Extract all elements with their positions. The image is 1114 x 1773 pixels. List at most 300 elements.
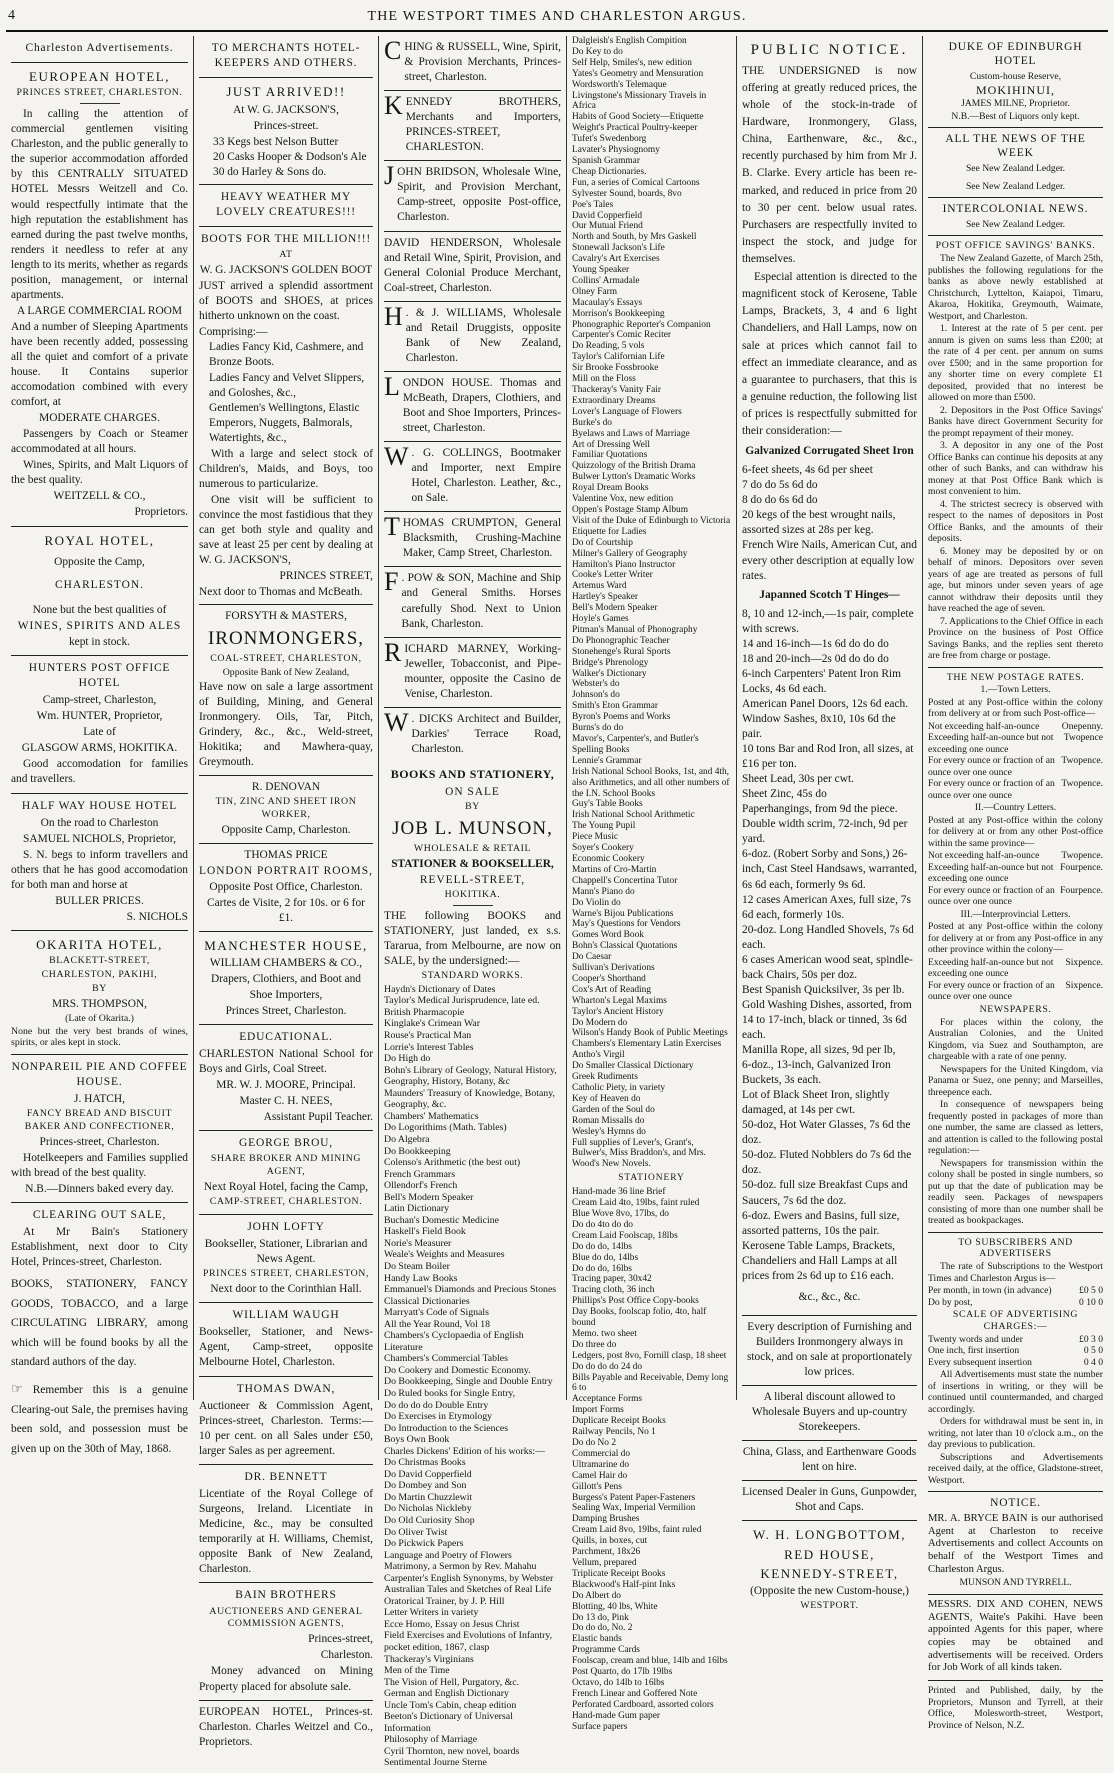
stationery-item: Surface papers xyxy=(572,1721,628,1732)
ad-line: See New Zealand Ledger. xyxy=(965,180,1066,192)
ad-line: Princes Street, Charleston. xyxy=(225,1004,347,1017)
ad-line: kept in stock. xyxy=(68,635,131,648)
ad-title: INTERCOLONIAL NEWS. xyxy=(942,203,1089,216)
drop-cap: R xyxy=(384,637,402,667)
ad-body: Good accomodation for families and travellers. xyxy=(11,758,188,786)
book-title: Do Logorithims (Math. Tables) xyxy=(384,1122,507,1134)
rate-row xyxy=(928,862,1103,885)
ad-nonpareil xyxy=(11,1055,188,1203)
book-title: Do Smaller Classical Dictionary xyxy=(572,1061,694,1072)
card-ads xyxy=(384,36,561,762)
book-title: Field Exercises and Evolutions of Infantry, pocket edition, 1867, clasp xyxy=(384,1630,553,1654)
rate-row xyxy=(928,1285,1103,1297)
price-line: 14 and 16-inch—1s 6d do do do xyxy=(742,637,889,650)
ad-hunters-hotel xyxy=(11,656,188,794)
price-line: 12 cases American Axes, full size, 7s 6d each, formerly 10s. xyxy=(742,893,911,921)
price-line: 20 kegs of the best wrought nails, assorted sizes at 28s per keg. xyxy=(742,509,896,537)
ad-line: AT xyxy=(279,249,293,261)
book-title: Bell's Modern Speaker xyxy=(572,603,658,614)
rate-row xyxy=(928,778,1103,801)
book-title: Wharton's Legal Maxims xyxy=(572,995,667,1006)
stationery-item: Damping Brushes xyxy=(572,1514,640,1525)
paper-title: THE WESTPORT TIMES AND CHARLESTON ARGUS. xyxy=(367,9,747,24)
book-title: Bridge's Phrenology xyxy=(572,657,649,668)
rate-label: One inch, first insertion xyxy=(928,1345,1020,1357)
book-title: Chambers' Mathematics xyxy=(384,1110,479,1122)
ad-line: SAMUEL NICHOLS, Proprietor, xyxy=(23,832,176,845)
ad-bain-brothers xyxy=(199,1583,373,1700)
book-title: Do Phonographic Teacher xyxy=(572,635,670,646)
book-title: Taylor's Californian Life xyxy=(572,352,665,363)
book-title: Pitman's Manual of Phonography xyxy=(572,624,698,635)
ad-title: CLEARING OUT SALE, xyxy=(32,1209,167,1222)
book-title: Letter Writers in variety xyxy=(384,1607,479,1619)
subscriber-note: Orders for withdrawal must be sent in, in writing, not later than 10 o'clock a.m., on the day previous to publication. xyxy=(928,1416,1103,1451)
ad-line: Camp-street, Charleston, xyxy=(42,694,157,707)
subheading: SCALE OF ADVERTISING CHARGES:— xyxy=(952,1309,1079,1332)
book-title: Burns's do do xyxy=(572,723,624,734)
book-title: Oratorical Trainer, by J. P. Hill xyxy=(384,1595,505,1607)
column-4 xyxy=(567,36,737,1732)
card-ad-text: . DICKS Architect and Builder, Darkies' Terrace Road, Charleston. xyxy=(411,712,561,755)
ad-clearing-sale xyxy=(11,1203,188,1464)
notice-savings-banks xyxy=(928,236,1103,667)
book-title: Ecce Homo, Essay on Jesus Christ xyxy=(384,1618,520,1630)
book-title: Carpenter's English Synonyms, by Webster xyxy=(384,1572,554,1584)
ad-european-hotel-2 xyxy=(199,1701,373,1755)
book-title: Weight's Practical Poultry-keeper xyxy=(572,123,698,134)
book-title: Marryatt's Code of Signals xyxy=(384,1307,489,1319)
ad-line: PRINCES STREET, xyxy=(279,570,373,583)
newspaper-paragraph: Newspapers for transmission within the colony shall be posted in single numbers, so put up that the date of publication may be readily seen. Packages of newspapers consisting of more than one number shall be treated as bookpackages. xyxy=(928,1157,1103,1227)
book-title: Mill on the Floss xyxy=(572,374,636,385)
book-title: Valentine Vox, new edition xyxy=(572,494,674,505)
rate-table xyxy=(928,957,1103,1003)
ad-title: TO MERCHANTS HOTEL-KEEPERS AND OTHERS. xyxy=(211,42,361,70)
ad-headline: IRONMONGERS, xyxy=(207,628,365,650)
divider xyxy=(453,905,493,906)
book-title: Byron's Poems and Works xyxy=(572,712,671,723)
ad-title: THOMAS PRICE xyxy=(244,849,328,862)
book-title: Stonehenge's Rural Sports xyxy=(572,646,671,657)
ad-line: CHARLESTON. xyxy=(55,578,144,591)
book-title: Chappell's Concertina Tutor xyxy=(572,875,678,886)
stationery-item: Octavo, do 14lb to 16lbs xyxy=(572,1677,665,1688)
rate-row xyxy=(928,732,1103,755)
ad-just-arrived xyxy=(199,78,373,184)
ad-george-brou xyxy=(199,1131,373,1215)
price-line: Window Sashes, 8x10, 10s 6d the pair. xyxy=(742,713,896,741)
ad-line: See New Zealand Ledger. xyxy=(965,163,1066,175)
book-title: Do Algebra xyxy=(384,1133,430,1145)
stationery-item: Camel Hair do xyxy=(572,1470,628,1481)
section-heading-block xyxy=(11,36,188,63)
ad-body: Bookseller, Stationer, and News-Agent, Camp-street, opposite Melbourne Hotel, Charleston. xyxy=(199,1326,373,1369)
column-5 xyxy=(737,36,923,1611)
stationery-item: Blackwood's Half-pint Inks xyxy=(572,1579,676,1590)
rate-value: Sixpence. xyxy=(1065,979,1103,991)
ad-public-notice xyxy=(742,36,917,1316)
ad-line: CHARLESTON, PAKIHI, xyxy=(41,969,158,981)
price-line: 6-inch Carpenters' Patent Iron Rim Locks, 4s 6d each. xyxy=(742,667,901,695)
book-title: Sylvester Sound, boards, 8vo xyxy=(572,188,682,199)
book-title: Macaulay's Essays xyxy=(572,297,643,308)
book-title: British Pharmacopie xyxy=(384,1006,465,1018)
rate-label: Exceeding half-an-ounce but not exceeding one ounce xyxy=(928,956,1054,980)
rate-label: Per month, in town (in advance) xyxy=(928,1285,1052,1297)
ad-line: Opposite Bank of New Zealand, xyxy=(222,667,350,679)
book-title: Antho's Virgil xyxy=(572,1050,625,1061)
stationery-item: Blue do do, 14lbs xyxy=(572,1252,639,1263)
stationery-item: Duplicate Receipt Books xyxy=(572,1416,666,1427)
ad-denovan xyxy=(199,776,373,844)
book-title: Self Help, Smiles's, new edition xyxy=(572,57,692,68)
ad-merchants xyxy=(199,36,373,78)
card-ad-body xyxy=(384,301,561,367)
rate-value: Twopence. xyxy=(1061,778,1103,790)
book-title: Kinglake's Crimean War xyxy=(384,1018,481,1030)
ad-line: At W. G. JACKSON'S, xyxy=(233,103,339,116)
ad-line: PRINCES STREET, CHARLESTON, xyxy=(202,1268,370,1280)
stationery-item: Programme Cards xyxy=(572,1645,640,1656)
book-title: Do Modern do xyxy=(572,1017,628,1028)
card-ad-text: ONDON HOUSE. Thomas and McBeath, Drapers, Clothiers, and Boot and Shoe Importers, Princes-street, Charleston. xyxy=(402,376,561,435)
ad-line: LONDON PORTRAIT ROOMS, xyxy=(199,865,373,878)
book-title: Stonewall Jackson's Life xyxy=(572,243,665,254)
section-heading: Japanned Scotch T Hinges— xyxy=(759,588,900,601)
ad-title: THOMAS DWAN, xyxy=(236,1382,336,1395)
ad-body: Licensed Dealer in Guns, Gunpowder, Shot and Caps. xyxy=(742,1486,917,1514)
ad-line: GLASGOW ARMS, HOKITIKA. xyxy=(21,742,178,755)
book-title: Do Cookery and Domestic Economy. xyxy=(384,1364,531,1376)
ad-body: Especial attention is directed to the magnificent stock of Kerosene, Table Lamps, Brackets, 3, 4 and 6 light Chandeliers, and Hall Lamps, now on sale at prices which cannot fail to effect an immediate clearance, and as a guarantee to purchasers, that this is a genuine reduction, the following list of prices is respectfully submitted for their consideration:— xyxy=(742,271,917,438)
card-ad-text: . POW & SON, Machine and Ship and General Smiths. Horses carefully Shod. Next to Union Bank, Charleston. xyxy=(401,572,561,630)
book-title: Hoyle's Games xyxy=(572,614,629,625)
section-heading: Galvanized Corrugated Sheet Iron xyxy=(745,445,914,458)
book-title: Morrison's Bookkeeping xyxy=(572,308,665,319)
book-title: Men of the Time xyxy=(384,1665,450,1677)
book-title: French Grammars xyxy=(384,1168,456,1180)
stationery-item: Parchment, 18x26 xyxy=(572,1547,641,1558)
divider xyxy=(80,103,120,104)
ad-line: WINES, SPIRITS AND ALES xyxy=(17,619,182,632)
ad-line: Bookseller, Stationer, Librarian and News Agent. xyxy=(204,1238,368,1266)
book-title: Bell's Modern Speaker xyxy=(384,1191,474,1203)
book-title: Mann's Piano do xyxy=(572,886,635,897)
book-title: Bohn's Classical Quotations xyxy=(572,941,678,952)
ad-line: Opposite the Camp, xyxy=(54,555,145,568)
card-ad-text: HING & RUSSELL, Wine, Spirit, & Provision Merchants, Princes-street, Charleston. xyxy=(404,41,561,84)
ad-line: Master C. H. NEES, xyxy=(239,1094,333,1107)
book-title: Hartley's Speaker xyxy=(572,592,638,603)
book-title: Do Bookkeeping, Single and Double Entry xyxy=(384,1376,553,1388)
ad-news-of-week xyxy=(928,128,1103,198)
book-title: Cyril Thornton, new novel, boards xyxy=(384,1745,520,1757)
ad-guns xyxy=(742,1481,917,1521)
stationery-item: Hand-made 36 line Brief xyxy=(572,1187,666,1198)
ad-body xyxy=(11,1378,188,1459)
book-title: Lover's Language of Flowers xyxy=(572,406,682,417)
book-title: Do Christmas Books xyxy=(384,1457,466,1469)
list-item: 20 Casks Hooper & Dodson's Ale xyxy=(213,150,367,163)
ad-line: (Opposite the new Custom-house,) xyxy=(750,1584,909,1597)
book-title: Cox's Art of Reading xyxy=(572,984,652,995)
price-line: Gold Washing Dishes, assorted, from 14 to 17-inch, black or tinned, 3s 6d each. xyxy=(742,998,912,1041)
stationery-item: Railway Pencils, No 1 xyxy=(572,1427,656,1438)
regulation-paragraph: 3. A depositor in any one of the Post Office Banks can continue his deposits at any other of such Banks, and can withdraw his money at that Post Office Bank which is most convenient to him. xyxy=(928,440,1103,498)
notice-postage-rates xyxy=(928,668,1103,1233)
book-title: The Vision of Hell, Purgatory, &c. xyxy=(384,1676,520,1688)
card-ad-text: . & J. WILLIAMS, Wholesale and Retail Druggists, opposite Bank of New Zealand, Charleston. xyxy=(405,306,561,364)
column-2 xyxy=(194,36,379,1748)
book-title: Soyer's Cookery xyxy=(572,843,634,854)
book-title: Spanish Grammar xyxy=(572,155,640,166)
stationery-item: Post Quarto, do 17lb 19lbs xyxy=(572,1667,673,1678)
book-title: Artemus Ward xyxy=(572,581,627,592)
ad-body: Passengers by Coach or Steamer accommodated at all hours. xyxy=(11,428,188,456)
ad-body: With a large and select stock of Children's, Maids, and Boys, too numerous to particularize. xyxy=(199,447,373,490)
regulation-paragraph: 6. Money may be deposited by or on behalf of minors. Depositors over seven years of age are treated as persons of full age, but minors under seven years of age cannot withdraw their deposits until they have reached the age of seven. xyxy=(928,545,1103,615)
book-title: Irish National School Arithmetic xyxy=(572,810,695,821)
price-line: 6-doz. Ewers and Basins, full size, assorted patterns, 10s the pair. xyxy=(742,1209,900,1237)
card-ad xyxy=(384,512,561,567)
ad-body: China, Glass, and Earthenware Goods lent on hire. xyxy=(742,1446,917,1474)
card-ad-body xyxy=(384,512,561,562)
ad-line: Wm. HUNTER, Proprietor, xyxy=(36,710,163,723)
ad-body: CHARLESTON National School for Boys and Girls, Coal Street. xyxy=(199,1047,373,1075)
ad-line: MR. W. J. MOORE, Principal. xyxy=(216,1078,356,1091)
ad-title: ALL THE NEWS OF THE WEEK xyxy=(945,133,1086,160)
rate-value: Twopence xyxy=(1063,732,1103,744)
book-title: Chambers's Elementary Latin Exercises xyxy=(572,1039,722,1050)
ad-title: HALF WAY HOUSE HOTEL xyxy=(21,799,178,812)
card-ad-body xyxy=(384,91,561,156)
rate-row xyxy=(928,755,1103,778)
book-title: Matrimony, a Sermon by Rev. Mahahu xyxy=(384,1561,537,1573)
book-title: Wordsworth's Telemaque xyxy=(572,79,667,90)
book-title: Thackeray's Vanity Fair xyxy=(572,385,661,395)
book-title: Visit of the Duke of Edinburgh to Victoria xyxy=(572,515,731,526)
column-6 xyxy=(923,36,1108,1731)
ad-subtitle: PRINCES STREET, CHARLESTON. xyxy=(16,87,183,99)
book-title: Do David Copperfield xyxy=(384,1468,472,1480)
book-title: Language and Poetry of Flowers xyxy=(384,1549,512,1561)
book-title: Do of Courtship xyxy=(572,537,633,548)
book-title: Young Speaker xyxy=(572,265,630,276)
book-title: Emmanuel's Diamonds and Precious Stones xyxy=(384,1284,557,1296)
card-ad xyxy=(384,232,561,302)
rate-table xyxy=(928,721,1103,802)
ad-line: AUCTIONEERS AND GENERAL COMMISSION AGENTS, xyxy=(209,1605,363,1630)
stationery-item: Vellum, prepared xyxy=(572,1557,637,1568)
subscriber-notes xyxy=(928,1369,1103,1486)
book-title: Bohn's Library of Geology, Natural History, Geography, History, Botany, &c xyxy=(384,1064,557,1088)
ad-line: &c., &c., &c. xyxy=(798,1290,861,1303)
ad-line: RED HOUSE, xyxy=(784,1546,875,1562)
section-heading: STATIONERY xyxy=(618,1173,685,1184)
rate-text: Posted at any Post-office within the colony for delivery at or from any Post-office in any other province within the colony— xyxy=(928,921,1103,956)
ad-longbottom-signature xyxy=(742,1521,917,1617)
ad-line: Next door to Thomas and McBeath. xyxy=(199,586,363,599)
ad-line: Comprising:— xyxy=(199,326,268,339)
subscriber-note: All Advertisements must state the number of insertions in writing, or they will be continued until countermanded, and charged accordingly. xyxy=(928,1369,1103,1415)
ad-body: Have now on sale a large assortment of Building, Mining, and General Ironmongery. Oils, Tar, Pitch, Grindery, &c., &c., Weld-street, Hokitika; and Mawhera-quay, Greymouth. xyxy=(199,680,373,769)
book-title: Chambers's Commercial Tables xyxy=(384,1353,508,1365)
ad-thomas-price xyxy=(199,844,373,932)
ad-body: None but the very best brands of wines, spirits, or ales kept in stock. xyxy=(11,1025,188,1049)
ad-line: Princes-street, xyxy=(308,1633,373,1646)
list-item: Ladies Fancy Kid, Cashmere, and Bronze Boots. xyxy=(209,341,364,369)
page-number: 4 xyxy=(8,8,15,23)
book-title: Webster's do xyxy=(572,679,620,690)
ad-line: SHARE BROKER AND MINING AGENT, xyxy=(210,1153,362,1178)
book-title: Roman Missalls do xyxy=(572,1115,645,1126)
stationery-item: Do do No 2 xyxy=(572,1438,617,1448)
ad-body: Money advanced on Mining Property placed for absolute sale. xyxy=(199,1665,373,1693)
rate-label: For every ounce or fraction of an ounce over one ounce xyxy=(928,778,1055,801)
rate-label: Not exceeding half-an-ounce xyxy=(928,850,1040,862)
rate-table xyxy=(928,850,1103,908)
ad-body: Every description of Furnishing and Builders Ironmongery always in stock, and on sale at proportionately low prices. xyxy=(746,1320,913,1378)
price-line: 6-doz. (Robert Sorby and Sons,) 26-inch, Cast Steel Handsaws, warranted, 6s 6d each, formerly 9s 6d. xyxy=(742,848,917,891)
ad-body: One visit will be sufficient to convince the most fastidious that they can get both style and quality and save at least 25 per cent by dealing at W. G. JACKSON'S, xyxy=(199,493,373,567)
ad-line: REVELL-STREET, xyxy=(419,873,526,886)
rate-value: £0 5 0 xyxy=(1079,1285,1103,1297)
rate-row xyxy=(928,1334,1103,1346)
ad-discount xyxy=(742,1386,917,1441)
book-title: Gomes Word Book xyxy=(572,930,644,941)
ad-body: MR. A. BRYCE BAIN is our authorised Agent at Charleston to receive Advertisements and collect Accounts on behalf of the Westport Times and Charleston Argus. xyxy=(928,1512,1103,1575)
stationery-item: Do do do, No. 2 xyxy=(572,1623,633,1634)
rate-value: 0 10 0 xyxy=(1079,1296,1103,1308)
price-line: 50-doz. full size Breakfast Cups and Saucers, 7s 6d the doz. xyxy=(742,1179,908,1207)
book-title: Do Dombey and Son xyxy=(384,1480,467,1492)
card-ad xyxy=(384,567,561,637)
book-title: Do do do do Double Entry xyxy=(384,1399,489,1411)
ad-line: Next Royal Hotel, facing the Camp, xyxy=(203,1181,369,1194)
book-title: Smith's Eton Grammar xyxy=(572,701,659,712)
stationery-item: Do do do, 14lbs xyxy=(572,1241,632,1252)
book-title: Uncle Tom's Cabin, cheap edition xyxy=(384,1699,517,1711)
book-title: Byelaws and Laws of Marriage xyxy=(572,428,690,439)
rate-text: Posted at any Post-office within the colony for delivery at or from any other Post-office within the same province— xyxy=(928,814,1103,849)
card-ad-body xyxy=(384,235,561,297)
ad-body: Auctioneer & Commission Agent, Princes-street, Charleston. Terms:— 10 per cent. on all Sales under £50, larger Sales as per agreement. xyxy=(199,1399,373,1457)
regulation-paragraph: 4. The strictest secrecy is observed with respect to the names of depositors in Post Office Banks, and the amounts of their deposits. xyxy=(928,498,1103,545)
rate-label: Exceeding half-an-ounce but not exceeding one ounce xyxy=(928,732,1054,755)
drop-cap: L xyxy=(384,371,400,401)
book-title: Taylor's Medical Jurisprudence, late ed. xyxy=(384,995,540,1007)
book-title: North and South, by Mrs Gaskell xyxy=(572,232,697,243)
ad-body-text: Remember this is a genuine Clearing-out Sale, the premises having been sold, and possession must be given up on the 30th of May, 1868. xyxy=(11,1384,188,1455)
book-title: Our Mutual Friend xyxy=(572,221,643,232)
book-title: Buchan's Domestic Medicine xyxy=(384,1214,499,1226)
ad-title: HEAVY WEATHER MY LOVELY CREATURES!!! xyxy=(216,190,356,218)
book-title: Burke's do xyxy=(572,417,612,428)
newspaper-rules xyxy=(928,1017,1103,1227)
drop-cap: T xyxy=(384,512,400,542)
rate-row xyxy=(928,1345,1103,1357)
pointing-hand-icon: ☞ xyxy=(11,1381,23,1397)
stationery-item: Bills Payable and Receivable, Demy long 6 to xyxy=(572,1372,729,1394)
price-line: 10 tons Bar and Rod Iron, all sizes, at £16 per ton. xyxy=(742,743,914,771)
book-list xyxy=(572,36,731,1170)
ad-body: At Mr Bain's Stationery Establishment, next door to City Hotel, Princes-street, Charleston. xyxy=(11,1226,188,1269)
book-list xyxy=(384,984,561,1769)
ad-line: BULLER PRICES. xyxy=(55,894,144,907)
price-line: 6-feet sheets, 4s 6d per sheet xyxy=(742,464,873,477)
rate-label: Twenty words and under xyxy=(928,1333,1023,1345)
book-title: Chambers's Cyclopaedia of English Literature xyxy=(384,1330,524,1353)
book-title: Key of Heaven do xyxy=(572,1093,641,1104)
book-title: Wesley's Hymns do xyxy=(572,1126,646,1137)
ad-line: JAMES MILNE, Proprietor. xyxy=(961,98,1070,110)
book-title: Sentimental Journe Sterne xyxy=(384,1757,487,1769)
book-title: Do Exercises in Etymology xyxy=(384,1411,493,1423)
price-line: 18 and 20-inch—2s 0d do do do xyxy=(742,652,889,665)
ad-body: S. N. begs to inform travellers and others that he has good accomodation for both man and horse at xyxy=(11,848,188,891)
stationery-item: Burgess's Patent Paper-Fasteners xyxy=(572,1492,696,1503)
subheading: III.—Interprovincial Letters. xyxy=(960,908,1071,920)
item-list xyxy=(199,135,373,180)
ad-line: MRS. THOMPSON, xyxy=(51,997,148,1010)
ad-body: And a number of Sleeping Apartments have been recently added, possessing all the quiet and comfort of a private house. It Contains superior accomodation combined with every comfort, at xyxy=(11,320,188,409)
drop-cap: J xyxy=(384,161,395,191)
ad-thomas-dwan xyxy=(199,1377,373,1465)
book-title: Lorrie's Interest Tables xyxy=(384,1041,474,1053)
ad-william-waugh xyxy=(199,1303,373,1376)
card-ad xyxy=(384,302,561,372)
ad-signature: MUNSON AND TYRRELL. xyxy=(959,1577,1072,1589)
stationery-item: Gillott's Pens xyxy=(572,1481,622,1492)
ad-body: THE UNDERSIGNED is now offering at greatly reduced prices, the whole of the stock-in-trade of Hardware, Ironmongery, Glass, China, Earthenware, &c., &c., recently purchased by him from Mr J. B. Clarke. Every article has been re-marked, and reduced in price from 20 to 30 per cent. below usual rates. Purchasers are respectfully invited to inspect the stock, and judge for themselves. xyxy=(742,64,917,265)
book-title: Sullivan's Derivations xyxy=(572,963,655,974)
stationery-item: Perforated Cardboard, assorted colors xyxy=(572,1699,714,1710)
book-title: Do Pickwick Papers xyxy=(384,1538,464,1550)
stationery-item: Ultramarine do xyxy=(572,1459,630,1470)
book-title: Haskell's Field Book xyxy=(384,1226,466,1238)
stationery-item: Blotting, 40 lbs, White xyxy=(572,1601,658,1612)
book-title: Catholic Piety, in variety xyxy=(572,1083,666,1093)
ad-line: BY xyxy=(92,983,107,995)
book-title: Lavater's Physiognomy xyxy=(572,145,660,156)
book-title: Do Martin Chuzzlewit xyxy=(384,1491,473,1503)
stationery-item: Cream Laid Foolscap, 18lbs xyxy=(572,1230,678,1241)
regulations xyxy=(928,253,1103,662)
ad-title: BOOKS AND STATIONERY, xyxy=(390,766,555,781)
book-title: Latin Dictionary xyxy=(384,1203,450,1215)
book-title: Australian Tales and Sketches of Real Life xyxy=(384,1584,552,1596)
masthead xyxy=(6,6,1108,32)
stationery-item: Do do do, 16lbs xyxy=(572,1263,632,1274)
rate-row xyxy=(928,885,1103,908)
rate-table xyxy=(928,1285,1103,1308)
drop-cap: W xyxy=(384,707,409,737)
price-line: Lot of Black Sheet Iron, slightly damaged, at 14s per cwt. xyxy=(742,1089,890,1117)
rate-row xyxy=(928,850,1103,862)
book-title: Art of Dressing Well xyxy=(572,439,650,450)
price-line: Kerosene Table Lamps, Brackets, Chandeliers and Hall Lamps at all prices from 2s 6d up to £16 each. xyxy=(742,1239,898,1282)
book-title: Martins of Cro-Martin xyxy=(572,864,657,875)
stationery-item: Foolscap, cream and blue, 14lb and 16lbs xyxy=(572,1656,728,1667)
ad-body: MESSRS. DIX AND COHEN, NEWS AGENTS, Waite's Pakihi. Have been appointed Agents for this paper, where copies may be obtained and advertisements will be received. Orders for Job Work of all kinds taken. xyxy=(928,1598,1103,1674)
book-title: The Young Pupil xyxy=(572,821,636,832)
price-line: 50-doz, Hot Water Glasses, 7s 6d the doz. xyxy=(742,1119,911,1147)
book-title: Do Oliver Twist xyxy=(384,1526,448,1538)
stationery-item: Commercial do xyxy=(572,1448,631,1459)
book-title: Quizzology of the British Drama xyxy=(572,461,696,472)
ad-title: WILLIAM WAUGH xyxy=(232,1309,340,1322)
